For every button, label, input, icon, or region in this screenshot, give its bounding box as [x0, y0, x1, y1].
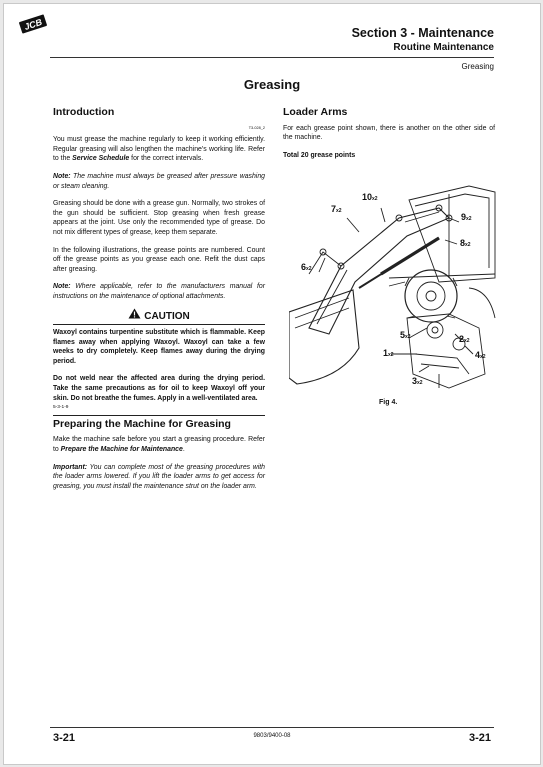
prepare-machine-link[interactable]: Prepare the Machine for Maintenance: [60, 446, 183, 454]
grease-point-8-callout: 8x2: [460, 238, 471, 248]
caution-waxoyl-flammable: Waxoyl contains turpentine substitute which is flammable. Keep flames away when applying Waxoyl. Waxoyl can take a few weeks to dry completely. Keep flames away during the drying period.: [53, 329, 265, 365]
subsection-title: Routine Maintenance: [393, 42, 494, 53]
caution-reference-code: 5-3-1-9: [53, 405, 69, 411]
note-pressure-washing: Note: The machine must always be greased after pressure washing or steam cleaning.: [53, 172, 265, 190]
intro-reference-code: T3-028_2: [248, 125, 265, 130]
right-column: [283, 108, 495, 160]
prep-heading: Preparing the Machine for Greasing: [53, 417, 231, 430]
manual-page: [3, 3, 541, 765]
grease-point-9-callout: 9x2: [461, 212, 472, 222]
footer-divider: [50, 727, 494, 728]
svg-text:JCB: JCB: [23, 16, 44, 33]
grease-point-5-callout: 5x2: [400, 330, 411, 340]
left-column: [53, 108, 265, 491]
loader-arms-figure: [289, 178, 499, 410]
warning-triangle-icon: [128, 308, 141, 322]
page-number-right: 3-21: [468, 732, 491, 744]
grease-gun-paragraph: Greasing should be done with a grease gun. Normally, two strokes of the gun should be sufficient. Stop greasing when fresh grease appears at the joint. Use only the recommended type of grease. Do not mix different types of grease, keep them separate.: [53, 200, 265, 236]
intro-paragraph: You must grease the machine regularly to keep it working efficiently. Regular greasing will also lengthen the machine's working life. Refer to the Service Schedule for the correct intervals.: [53, 136, 265, 163]
grease-point-4-callout: 4x2: [475, 350, 486, 360]
section-title: Section 3 - Maintenance: [351, 26, 494, 40]
service-schedule-link[interactable]: Service Schedule: [72, 155, 130, 163]
loader-arms-heading: Loader Arms: [283, 106, 348, 118]
caution-box: [53, 324, 265, 416]
page-number-left: 3-21: [53, 732, 76, 744]
note-attachments: Note: Where applicable, refer to the manufacturers manual for instructions on the maintenance of optional attachments.: [53, 283, 265, 300]
topic-label: Greasing: [461, 62, 494, 71]
grease-point-1-callout: 1x2: [383, 348, 394, 358]
grease-point-3-callout: 3x2: [412, 376, 423, 386]
jcb-logo: [18, 14, 48, 34]
important-note: Important: You can complete most of the greasing procedures with the loader arms lowered. If you lift the loader arms to get access for greasing, you must install the maintenance strut on the loader arm.: [53, 463, 265, 490]
figure-caption: Fig 4.: [379, 399, 398, 406]
document-code: 9803/9400-08: [253, 733, 291, 739]
page-title: Greasing: [243, 77, 301, 92]
grease-point-2-callout: 2x2: [459, 334, 470, 344]
total-grease-points: Total 20 grease points: [283, 151, 356, 159]
prep-paragraph: Make the machine safe before you start a greasing procedure. Refer to Prepare the Machine for Maintenance.: [53, 436, 265, 454]
caution-welding: Do not weld near the affected area during the drying period. Take the same precautions as for oil to keep Waxoyl off your skin. Do not breathe the fumes. Apply in a well-ventilated area.: [53, 375, 265, 402]
grease-points-paragraph: In the following illustrations, the grease points are numbered. Count off the grease points as you grease each one. Refit the dust caps after greasing.: [53, 246, 265, 273]
grease-point-7-callout: 7x2: [331, 204, 342, 214]
caution-heading: CAUTION: [53, 308, 265, 322]
grease-point-6-callout: 6x2: [301, 262, 312, 272]
header-divider: [50, 57, 494, 58]
intro-heading: Introduction: [53, 106, 115, 118]
grease-point-10-callout: 10x2: [362, 192, 378, 202]
loader-arms-paragraph: For each grease point shown, there is another on the other side of the machine.: [283, 124, 495, 142]
